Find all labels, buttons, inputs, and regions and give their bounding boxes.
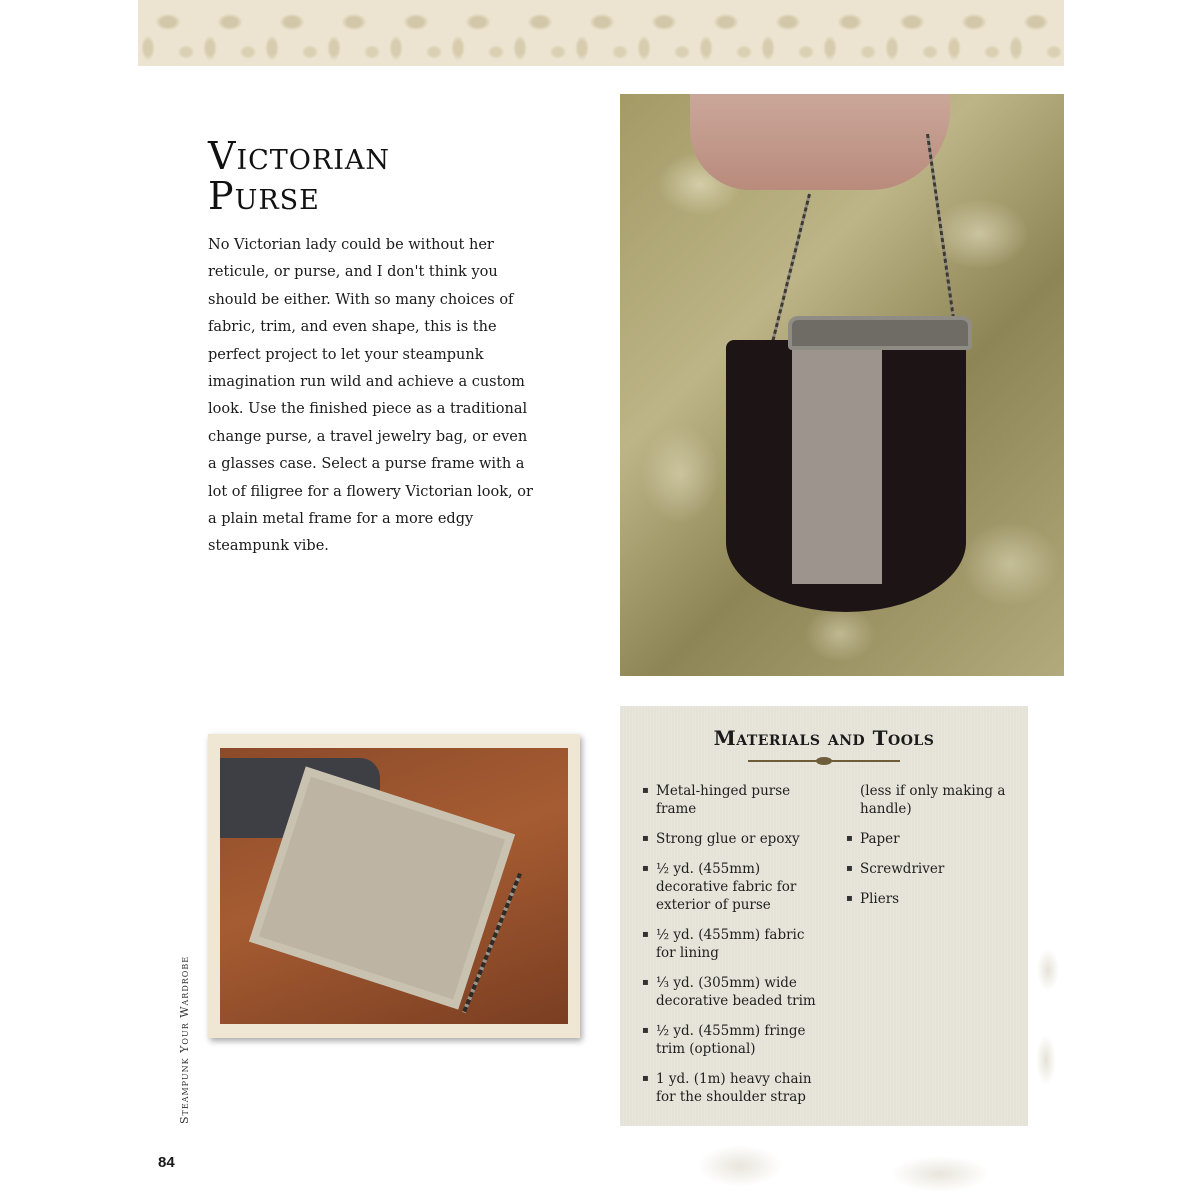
list-item: ▪ Paper xyxy=(846,830,1026,848)
title-line-2: Purse xyxy=(208,174,320,218)
heading-rule-ornament xyxy=(816,757,832,765)
page-number: 84 xyxy=(158,1154,175,1171)
materials-heading: Materials and Tools xyxy=(713,726,935,750)
materials-and-tools-box xyxy=(620,706,1028,1126)
materials-list-column-2 xyxy=(846,782,1026,920)
book-page xyxy=(138,0,1064,1200)
intro-paragraph: No Victorian lady could be without her reticule, or purse, and I don't think you should be either. With so many choices of fabric, trim, and even shape, this is the perfect project to let your steampunk imagination run wild and achieve a custom look. Use the finished piece as a traditional change purse, a travel jewelry bag, or even a glasses case. Select a purse frame with a lot of filigree for a flowery Victorian look, or a plain metal frame for a more edgy steampunk vibe. xyxy=(208,237,533,555)
list-item: ▪ ½ yd. (455mm) decorative fabric for exterior of purse xyxy=(642,860,817,914)
photo-purse-frame xyxy=(788,316,972,350)
damask-ornament-bottom xyxy=(620,1126,1064,1200)
damask-ornament-right xyxy=(1028,930,1064,1126)
list-item: ▪ Metal-hinged purse frame xyxy=(642,782,817,818)
title-line-1: Victorian xyxy=(208,134,391,178)
open-purse-photo xyxy=(208,734,580,1038)
materials-list-column-1 xyxy=(642,782,817,1118)
list-item: ▪ 1 yd. (1m) heavy chain for the shoulder strap xyxy=(642,1070,817,1106)
list-item: ▪ ½ yd. (455mm) fabric for lining xyxy=(642,926,817,962)
photo-hand-shape xyxy=(690,94,950,190)
list-item: ▪ ½ yd. (455mm) fringe trim (optional) xyxy=(642,1022,817,1058)
photo-bag-panel xyxy=(792,344,882,584)
purse-worn-photo xyxy=(620,94,1064,676)
list-item: ▪ ⅓ yd. (305mm) wide decorative beaded trim xyxy=(642,974,817,1010)
damask-header-band xyxy=(138,0,1064,66)
article-title xyxy=(208,136,390,216)
list-item: ▪ Pliers xyxy=(846,890,1026,908)
list-item: ▪ Screwdriver xyxy=(846,860,1026,878)
open-purse-photo-image xyxy=(220,748,568,1024)
list-item-continuation: (less if only making a handle) xyxy=(860,783,1006,817)
running-head: Steampunk Your Wardrobe xyxy=(178,955,191,1124)
list-item: ▪ Strong glue or epoxy xyxy=(642,830,817,848)
